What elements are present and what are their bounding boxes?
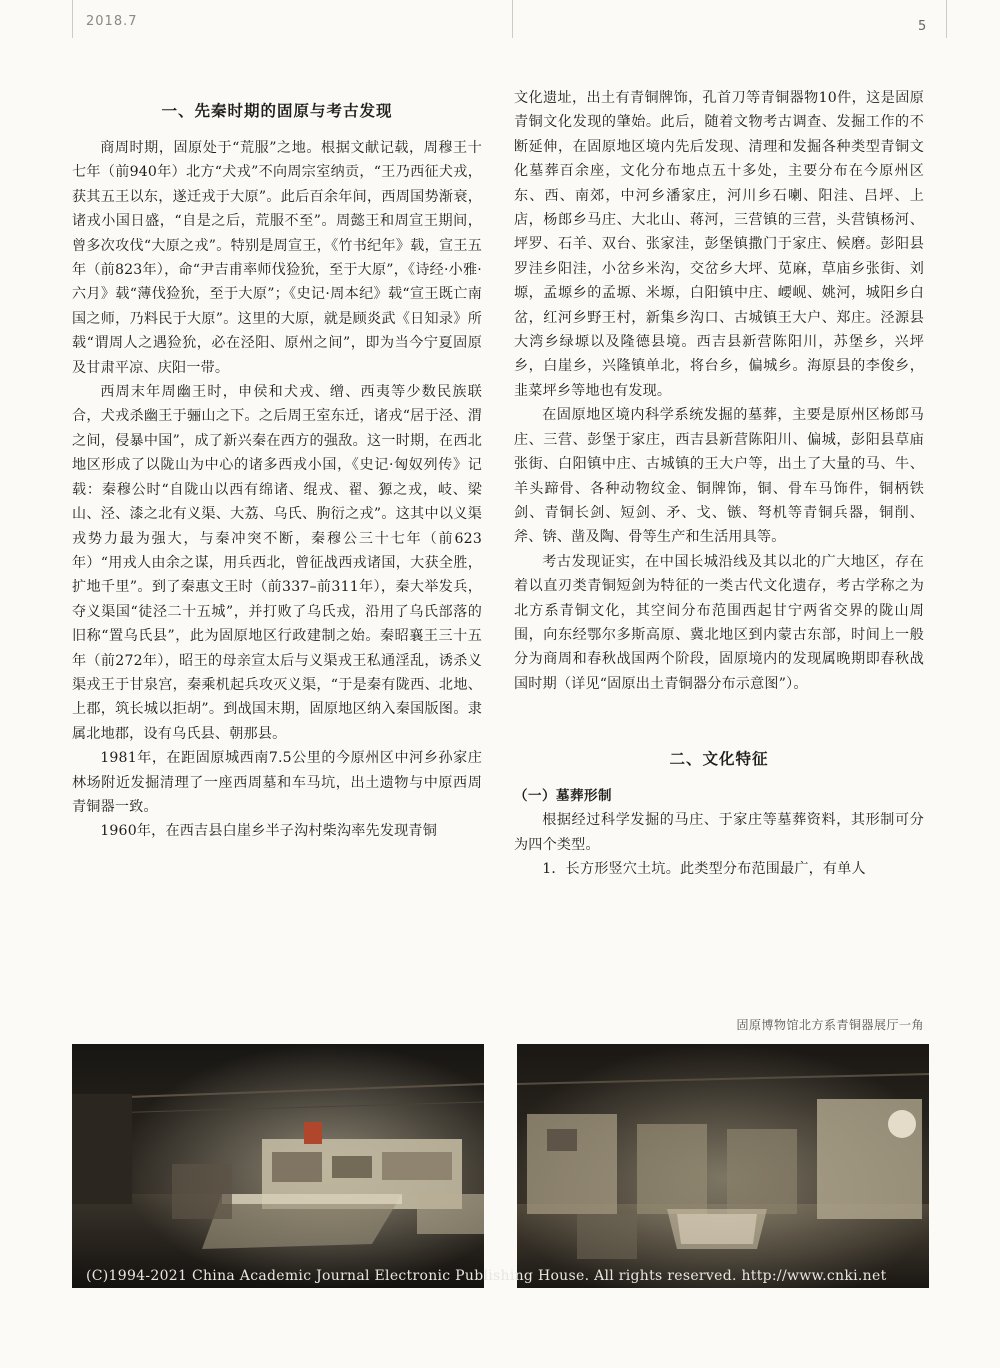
- header-rule-right: [946, 0, 947, 38]
- paragraph-continued: 文化遗址，出土有青铜牌饰，孔首刀等青铜器物10件，这是固原青铜文化发现的肇始。此后，随着文物考古调查、发掘工作的不断延伸，在固原地区境内先后发现、清理和发掘各种类型青铜文化墓葬百余座，文化分布地点五十多处，主要分布在今原州区东、西、南郊，中河乡潘家庄，河川乡石喇、阳洼、吕坪、上店，杨郎乡马庄、大北山、蒋河，三营镇的三营，头营镇杨河、坪罗、石羊、双台、张家洼，彭堡镇撒门于家庄、候磨。彭阳县罗洼乡阳洼，小岔乡米沟，交岔乡大坪、苋麻，草庙乡张街、刘塬，孟塬乡的孟塬、米塬，白阳镇中庄、崾岘、姚河，城阳乡白岔，红河乡野王村，新集乡沟口、古城镇王大户、郑庄。泾源县大湾乡绿塬以及隆德县境。西吉县新营陈阳川，苏堡乡，兴坪乡，白崖乡，兴隆镇单北，将台乡，偏城乡。海原县的李俊乡，韭菜坪乡等地也有发现。: [514, 90, 924, 399]
- header-rule-center: [512, 0, 513, 38]
- paragraph: 考古发现证实，在中国长城沿线及其以北的广大地区，存在着以直刃类青铜短剑为特征的一类古代文化遗存，考古学称之为北方系青铜文化，其空间分布范围西起甘宁两省交界的陇山周围，向东经鄂尔多斯高原、冀北地区到内蒙古东部，时间上一般分为商周和春秋战国两个阶段，固原境内的发现属晚期即春秋战国时期（详见“固原出土青铜器分布示意图”）。: [514, 553, 924, 692]
- subsection-title: （一）墓葬形制: [514, 788, 612, 805]
- left-column: [72, 86, 482, 844]
- paragraph: 在固原地区境内科学系统发掘的墓葬，主要是原州区杨郎马庄、三营、彭堡于家庄，西吉县新营陈阳川、偏城，彭阳县草庙张街、白阳镇中庄、古城镇的王大户等，出土了大量的马、牛、羊头蹄骨、各种动物纹金、铜牌饰，铜、骨车马饰件，铜柄铁剑、青铜长剑、短剑、矛、戈、镞、弩机等青铜兵器，铜削、斧、锛、凿及陶、骨等生产和生活用具等。: [514, 407, 924, 546]
- right-column: [514, 86, 924, 881]
- paragraph: 西周末年周幽王时，申侯和犬戎、缯、西夷等少数民族联合，犬戎杀幽王于骊山之下。之后周王室东迁，诸戎“居于泾、渭之间，侵暴中国”，成了新兴秦在西方的强敌。这一时期，在西北地区形成了以陇山为中心的诸多西戎小国，《史记·匈奴列传》记载：秦穆公时“自陇山以西有绵诸、绲戎、翟、獂之戎，岐、梁山、泾、漆之北有义渠、大荔、乌氏、朐衍之戎”。这其中以义渠戎势力最为强大，与秦冲突不断，秦穆公三十七年（前623年）“用戎人由余之谋，用兵西北，曾征战西戎诸国，大获全胜，扩地千里”。到了秦惠文王时（前337–前311年），秦大举发兵，夺义渠国“徒泾二十五城”，并打败了乌氏戎，沿用了乌氏部落的旧称“置乌氏县”，此为固原地区行政建制之始。秦昭襄王三十五年（前272年），昭王的母亲宣太后与义渠戎王私通淫乱，诱杀义渠戎王于甘泉宫，秦乘机起兵攻灭义渠，“于是秦有陇西、北地、上郡，筑长城以拒胡”。到战国末期，固原地区纳入秦国版图。隶属北地郡，设有乌氏县、朝那县。: [72, 384, 482, 742]
- copyright-watermark: (C)1994-2021 China Academic Journal Electronic Publishing House. All rights reserved. http://www.cnki.net: [86, 1268, 887, 1284]
- exhibition-hall-photo-right: [517, 1044, 929, 1288]
- paragraph: 1981年，在距固原城西南7.5公里的今原州区中河乡孙家庄林场附近发掘清理了一座西周墓和车马坑，出土遗物与中原西周青铜器一致。: [72, 750, 482, 815]
- photo-caption: 固原博物馆北方系青铜器展厅一角: [736, 1018, 924, 1032]
- page-number: 5: [918, 19, 927, 34]
- section-2-title: 二、文化特征: [669, 749, 769, 769]
- paragraph: 根据经过科学发掘的马庄、于家庄等墓葬资料，其形制可分为四个类型。: [514, 812, 924, 853]
- issue-date: 2018.7: [86, 14, 138, 29]
- section-gap: [514, 696, 924, 734]
- paragraph: 1960年，在西吉县白崖乡半子沟村柴沟率先发现青铜: [100, 823, 438, 840]
- header-rule-left: [72, 0, 73, 38]
- section-1-title: 一、先秦时期的固原与考古发现: [161, 101, 393, 120]
- paragraph: 商周时期，固原处于“荒服”之地。根据文献记载，周穆王十七年（前940年）北方“犬戎”不向周宗室纳贡，“王乃西征犬戎，获其五王以东，遂迁戎于大原”。此后百余年间，西周国势渐衰，诸戎小国日盛，“自是之后，荒服不至”。周懿王和周宣王期间，曾多次攻伐“大原之戎”。特别是周宣王，《竹书纪年》载，宣王五年（前823年），命“尹吉甫率师伐猃狁，至于大原”，《诗经·小雅·六月》载“薄伐猃狁，至于大原”；《史记·周本纪》载“宣王既亡南国之师，乃料民于大原”。这里的大原，就是顾炎武《日知录》所载“谓周人之遇猃狁，必在泾阳、原州之间”，即为当今宁夏固原及甘肃平凉、庆阳一带。: [72, 140, 482, 376]
- exhibition-hall-photo-left: [72, 1044, 484, 1288]
- paragraph: 1．长方形竖穴土坑。此类型分布范围最广，有单人: [542, 860, 866, 877]
